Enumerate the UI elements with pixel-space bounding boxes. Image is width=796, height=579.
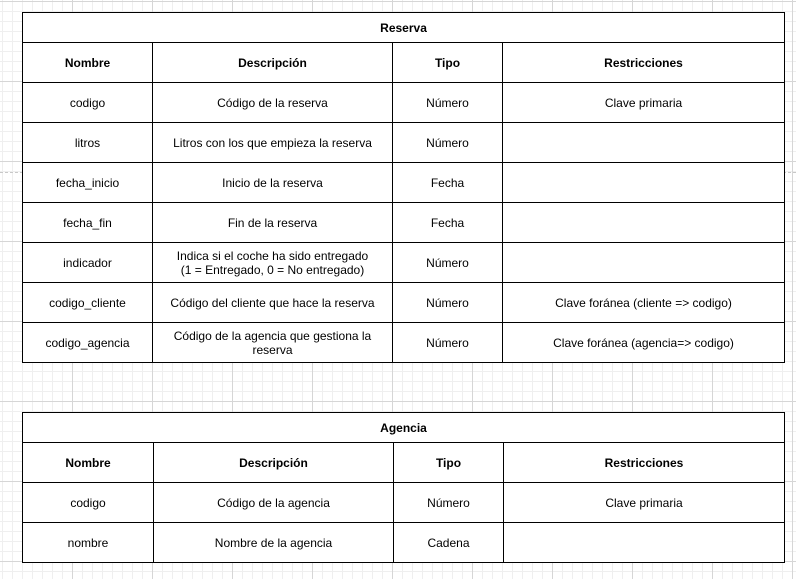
table-row xyxy=(23,163,785,203)
cell-nombre: codigo_cliente xyxy=(23,283,153,323)
table-title-row xyxy=(23,13,785,43)
cell-nombre: fecha_fin xyxy=(23,203,153,243)
cell-descripcion: Código de la agencia xyxy=(154,483,394,523)
table-row xyxy=(23,243,785,283)
cell-nombre: nombre xyxy=(23,523,154,563)
column-header-nombre: Nombre xyxy=(23,43,153,83)
column-header-restricciones: Restricciones xyxy=(503,43,785,83)
table-row xyxy=(23,483,785,523)
table-title: Agencia xyxy=(23,413,785,443)
cell-nombre: codigo_agencia xyxy=(23,323,153,363)
cell-restricciones xyxy=(503,163,785,203)
cell-tipo: Número xyxy=(394,483,504,523)
reserva-table xyxy=(22,12,785,363)
cell-descripcion: Código de la agencia que gestiona la reserva xyxy=(153,323,393,363)
agencia-table-body xyxy=(23,413,785,563)
column-header-nombre: Nombre xyxy=(23,443,154,483)
cell-tipo: Número xyxy=(393,243,503,283)
table-row xyxy=(23,203,785,243)
agencia-table xyxy=(22,412,785,563)
cell-restricciones: Clave foránea (cliente => codigo) xyxy=(503,283,785,323)
table-row xyxy=(23,523,785,563)
cell-descripcion: Fin de la reserva xyxy=(153,203,393,243)
table-row xyxy=(23,83,785,123)
cell-nombre: codigo xyxy=(23,83,153,123)
cell-descripcion: Indica si el coche ha sido entregado (1 = Entregado, 0 = No entregado) xyxy=(153,243,393,283)
cell-descripcion: Litros con los que empieza la reserva xyxy=(153,123,393,163)
cell-restricciones: Clave primaria xyxy=(504,483,785,523)
column-header-row xyxy=(23,443,785,483)
table-row xyxy=(23,323,785,363)
cell-tipo: Número xyxy=(393,323,503,363)
cell-restricciones xyxy=(503,123,785,163)
column-header-descripcion: Descripción xyxy=(154,443,394,483)
column-header-restricciones: Restricciones xyxy=(504,443,785,483)
cell-tipo: Fecha xyxy=(393,163,503,203)
cell-restricciones: Clave primaria xyxy=(503,83,785,123)
reserva-table-body xyxy=(23,13,785,363)
table-title-row xyxy=(23,413,785,443)
column-header-tipo: Tipo xyxy=(393,43,503,83)
table-row xyxy=(23,123,785,163)
cell-nombre: litros xyxy=(23,123,153,163)
column-header-row xyxy=(23,43,785,83)
table-title: Reserva xyxy=(23,13,785,43)
cell-descripcion: Código del cliente que hace la reserva xyxy=(153,283,393,323)
cell-nombre: codigo xyxy=(23,483,154,523)
cell-restricciones: Clave foránea (agencia=> codigo) xyxy=(503,323,785,363)
cell-tipo: Número xyxy=(393,83,503,123)
cell-restricciones xyxy=(504,523,785,563)
cell-restricciones xyxy=(503,203,785,243)
cell-descripcion: Inicio de la reserva xyxy=(153,163,393,203)
cell-tipo: Número xyxy=(393,123,503,163)
column-header-descripcion: Descripción xyxy=(153,43,393,83)
cell-tipo: Número xyxy=(393,283,503,323)
cell-nombre: fecha_inicio xyxy=(23,163,153,203)
cell-tipo: Cadena xyxy=(394,523,504,563)
cell-descripcion: Código de la reserva xyxy=(153,83,393,123)
table-row xyxy=(23,283,785,323)
cell-restricciones xyxy=(503,243,785,283)
cell-descripcion: Nombre de la agencia xyxy=(154,523,394,563)
column-header-tipo: Tipo xyxy=(394,443,504,483)
cell-tipo: Fecha xyxy=(393,203,503,243)
cell-nombre: indicador xyxy=(23,243,153,283)
